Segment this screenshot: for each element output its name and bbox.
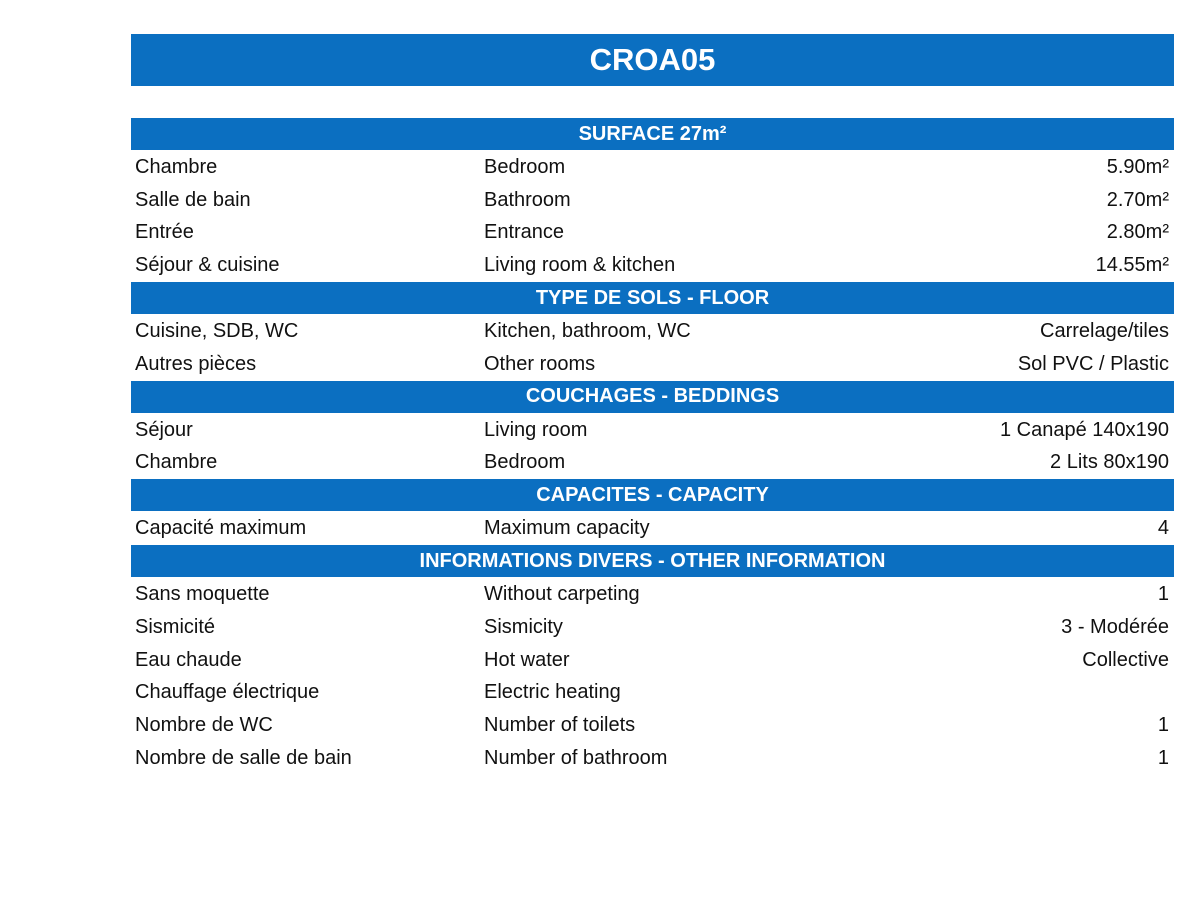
label-english: Living room: [484, 418, 588, 441]
table-row: [131, 709, 1174, 742]
row-value: 5.90m²: [1106, 155, 1169, 178]
table-row: [131, 644, 1174, 677]
row-value: 2 Lits 80x190: [1050, 451, 1169, 474]
label-english: Hot water: [484, 648, 570, 671]
row-value: 1: [1157, 747, 1169, 770]
section-couchages: [131, 381, 1174, 480]
section-header: INFORMATIONS DIVERS - OTHER INFORMATION: [131, 545, 1174, 577]
row-value: Carrelage/tiles: [1040, 320, 1169, 343]
label-english: Entrance: [484, 221, 565, 244]
label-french: Chambre: [135, 451, 218, 474]
label-french: Séjour & cuisine: [135, 254, 280, 277]
table-row: [131, 742, 1174, 775]
label-french: Chauffage électrique: [135, 681, 320, 704]
label-english: Bedroom: [484, 155, 566, 178]
table-row: [131, 184, 1174, 217]
property-details-table: [131, 118, 1174, 775]
label-english: Without carpeting: [484, 583, 640, 606]
label-french: Eau chaude: [135, 648, 242, 671]
label-english: Maximum capacity: [484, 517, 650, 540]
table-row: [131, 512, 1174, 545]
row-value: 3 - Modérée: [1061, 615, 1169, 638]
label-french: Capacité maximum: [135, 517, 307, 540]
row-value: 4: [1157, 517, 1169, 540]
table-row: [131, 414, 1174, 447]
label-english: Bathroom: [484, 188, 571, 211]
row-value: 1: [1157, 714, 1169, 737]
label-english: Number of toilets: [484, 714, 636, 737]
label-english: Kitchen, bathroom, WC: [484, 320, 691, 343]
section-header: SURFACE 27m²: [131, 118, 1174, 150]
section-capacites: [131, 479, 1174, 545]
row-value: 14.55m²: [1095, 254, 1169, 277]
row-value: 1 Canapé 140x190: [999, 418, 1169, 441]
document-title: CROA05: [131, 34, 1174, 86]
label-french: Chambre: [135, 155, 218, 178]
table-row: [131, 611, 1174, 644]
label-french: Cuisine, SDB, WC: [135, 320, 299, 343]
label-french: Séjour: [135, 418, 193, 441]
table-row: [131, 677, 1174, 710]
label-english: Other rooms: [484, 352, 596, 375]
section-header: CAPACITES - CAPACITY: [131, 479, 1174, 511]
label-french: Sans moquette: [135, 583, 270, 606]
table-row: [131, 447, 1174, 480]
label-english: Living room & kitchen: [484, 254, 676, 277]
label-french: Salle de bain: [135, 188, 251, 211]
table-row: [131, 348, 1174, 381]
section-type-de-sols: [131, 282, 1174, 381]
label-french: Nombre de WC: [135, 714, 273, 737]
label-french: Entrée: [135, 221, 194, 244]
label-english: Bedroom: [484, 451, 566, 474]
label-english: Electric heating: [484, 681, 621, 704]
label-english: Sismicity: [484, 615, 563, 638]
row-value: 2.70m²: [1106, 188, 1169, 211]
section-informations-divers: [131, 545, 1174, 775]
table-row: [131, 217, 1174, 250]
row-value: Sol PVC / Plastic: [1017, 352, 1169, 375]
section-header: COUCHAGES - BEDDINGS: [131, 381, 1174, 413]
row-value: Collective: [1082, 648, 1169, 671]
table-row: [131, 315, 1174, 348]
table-row: [131, 249, 1174, 282]
table-row: [131, 578, 1174, 611]
section-surface-27m: [131, 118, 1174, 282]
label-english: Number of bathroom: [484, 747, 668, 770]
row-value: 2.80m²: [1106, 221, 1169, 244]
table-row: [131, 151, 1174, 184]
label-french: Autres pièces: [135, 352, 257, 375]
row-value: 1: [1157, 583, 1169, 606]
label-french: Sismicité: [135, 615, 216, 638]
section-header: TYPE DE SOLS - FLOOR: [131, 282, 1174, 314]
label-french: Nombre de salle de bain: [135, 747, 352, 770]
